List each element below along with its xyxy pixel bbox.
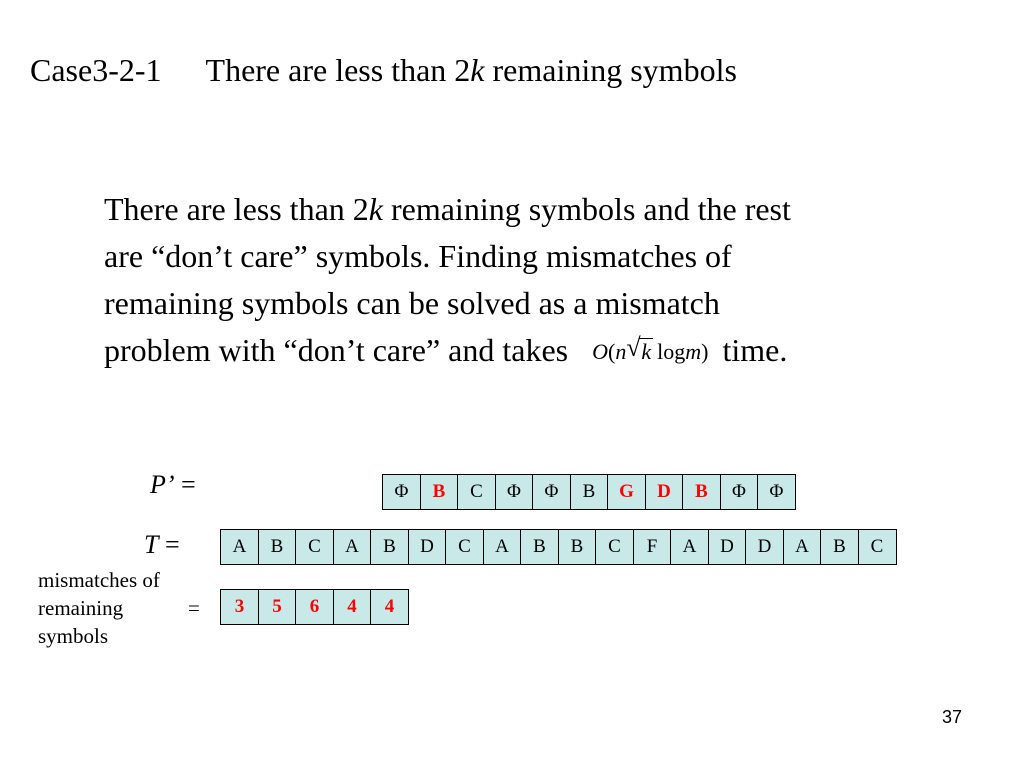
text-cell: A: [670, 529, 709, 565]
pattern-cell: Φ: [720, 474, 759, 510]
pattern-cell: B: [682, 474, 721, 510]
slide-title: [30, 52, 737, 89]
pattern-cell: Φ: [532, 474, 571, 510]
mismatch-label: mismatches of remaining = symbols: [38, 568, 200, 648]
mismatch-cell: 4: [333, 589, 372, 625]
body-line-4: problem with “don’t care” and takes O(n √ k logm) time.: [104, 327, 1004, 375]
text-cell: F: [633, 529, 672, 565]
pattern-cell: D: [645, 474, 684, 510]
text-label: T =: [144, 530, 180, 559]
mismatch-cell: 4: [370, 589, 409, 625]
text-cell: D: [745, 529, 784, 565]
pattern-cell: Φ: [382, 474, 421, 510]
text-row: [220, 529, 897, 565]
text-cell: B: [558, 529, 597, 565]
mismatch-row: [220, 589, 409, 625]
body-line-1: There are less than 2k remaining symbols and the rest: [104, 191, 791, 227]
text-cell: D: [708, 529, 747, 565]
pattern-cell: G: [607, 474, 646, 510]
title-text-post: remaining symbols: [484, 52, 737, 88]
sqrt-symbol: √ k: [626, 333, 652, 364]
text-cell: D: [408, 529, 447, 565]
text-cell: C: [295, 529, 334, 565]
complexity-formula: O(n √ k logm): [592, 328, 708, 375]
text-cell: B: [520, 529, 559, 565]
mismatch-cell: 6: [295, 589, 334, 625]
title-case: Case3-2-1: [30, 52, 162, 88]
text-cell: B: [370, 529, 409, 565]
pattern-cell: B: [420, 474, 459, 510]
pattern-cell: Φ: [495, 474, 534, 510]
title-text-pre: There are less than 2: [205, 52, 471, 88]
text-cell: C: [595, 529, 634, 565]
text-cell: C: [858, 529, 897, 565]
pattern-cell: Φ: [757, 474, 796, 510]
pattern-row: [382, 474, 796, 510]
body-line-2: are “don’t care” symbols. Finding mismatches of: [104, 238, 732, 274]
pattern-cell: B: [570, 474, 609, 510]
pattern-label: P’ =: [150, 470, 196, 499]
text-cell: B: [820, 529, 859, 565]
body-line-3: remaining symbols can be solved as a mismatch: [104, 285, 720, 321]
mismatch-cell: 3: [220, 589, 259, 625]
pattern-cell: C: [457, 474, 496, 510]
mismatch-cell: 5: [258, 589, 297, 625]
text-cell: A: [220, 529, 259, 565]
text-cell: A: [483, 529, 522, 565]
page-number: 37: [942, 707, 963, 727]
text-cell: B: [258, 529, 297, 565]
text-cell: A: [783, 529, 822, 565]
text-cell: C: [445, 529, 484, 565]
text-cell: A: [333, 529, 372, 565]
title-k: k: [470, 52, 485, 88]
body-paragraph: [104, 186, 1004, 375]
